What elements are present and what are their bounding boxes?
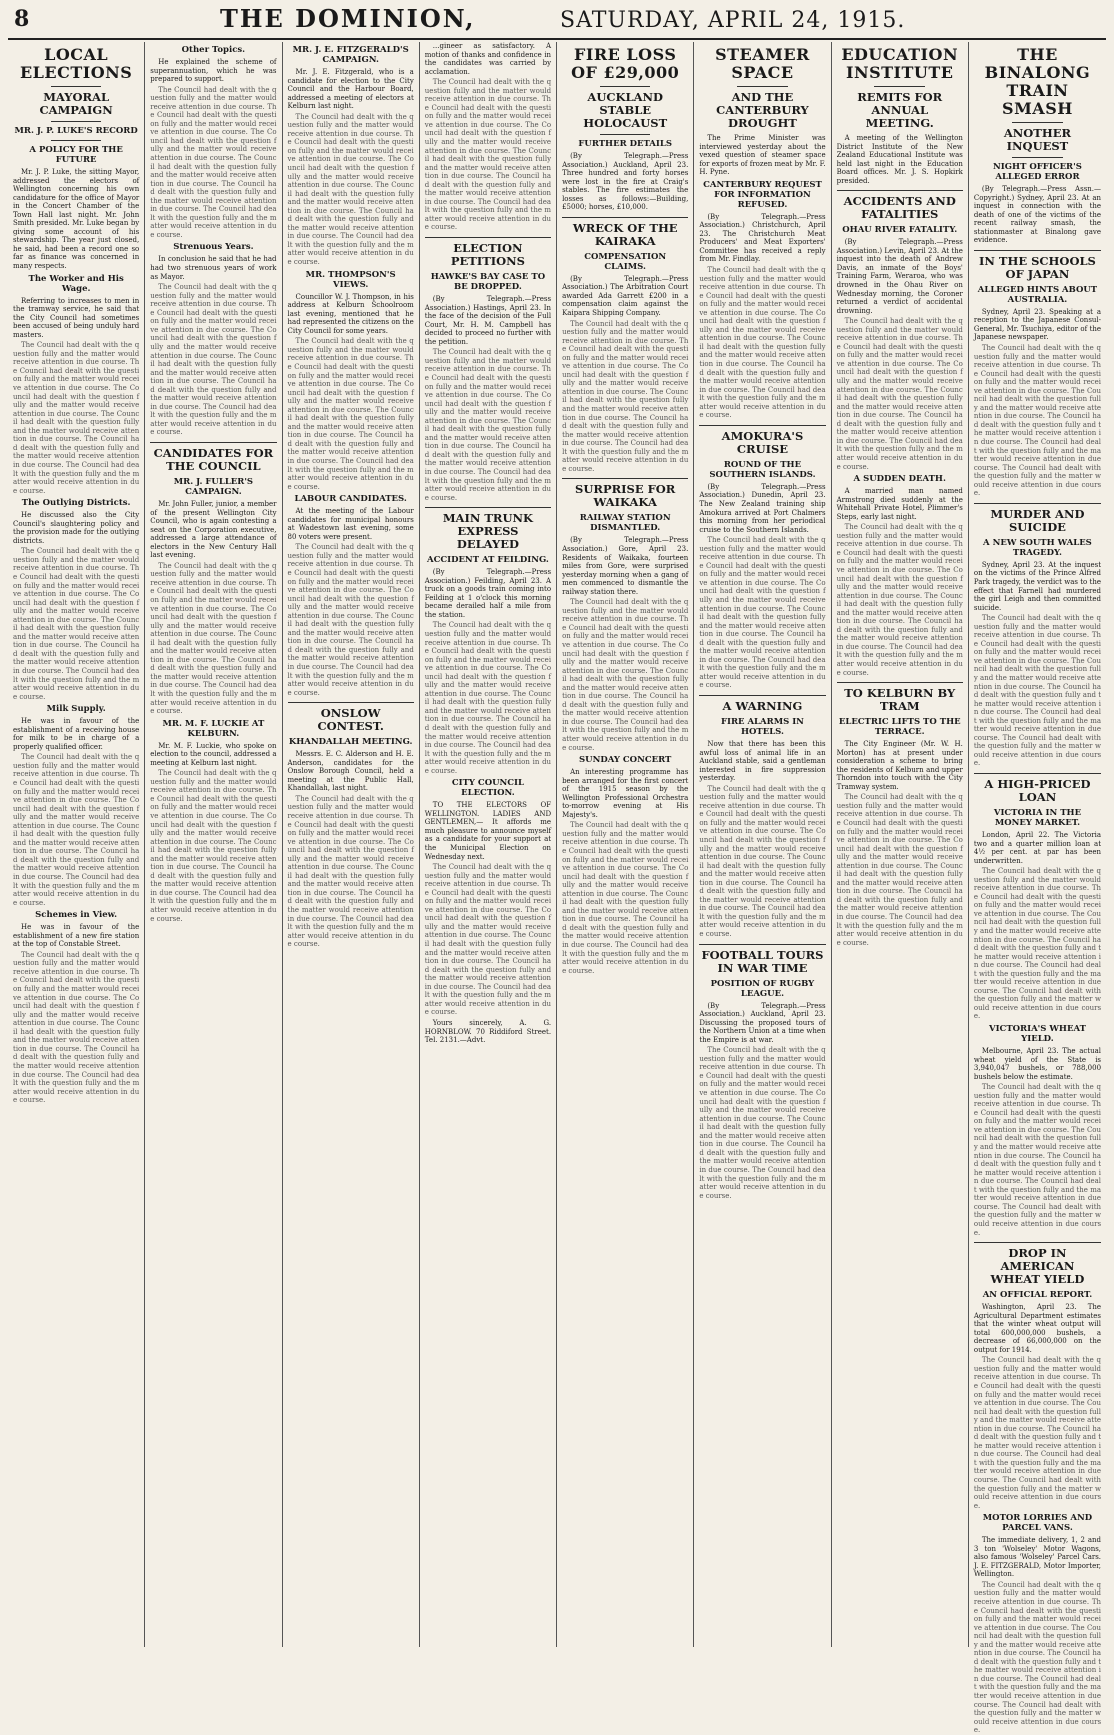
section-subhead: ALLEGED HINTS ABOUT AUSTRALIA.	[977, 284, 1098, 305]
article-headline: LOCAL ELECTIONS	[19, 45, 133, 82]
section-text: (By Telegraph.—Press Association.) The Arbitration Court awarded Ada Garrett £200 in a compensation claim against the Kaipara Shipping Company.	[562, 274, 689, 318]
divider	[51, 86, 102, 87]
section-text: The immediate delivery, 1, 2 and 3 ton 'Wolseley' Motor Wagons, also famous 'Wolseley' Parcel Cars. J. E. FITZGERALD, Motor Importer, Wellington.	[973, 1536, 1102, 1579]
article-text: (By Telegraph.—Press Association.) Auckland, April 23. Three hundred and forty horses were lost in the fire at Craig's stables. The fire estimates the losses as follows:—Building, £5000; horses, £10,000.	[562, 152, 689, 212]
column-6	[694, 42, 831, 1647]
article-headline: EDUCATION INSTITUTE	[841, 45, 959, 82]
section-rule	[562, 217, 688, 218]
column-3	[283, 42, 420, 1647]
masthead	[0, 0, 1114, 40]
section-subhead: MR. THOMPSON'S VIEWS.	[305, 269, 396, 290]
body-copy-placeholder: The Council had dealt with the question fully and the matter would receive attention in due course. The Council had dealt with the question fully and the matter would receive attention in due course. The Council had dealt with the question fully and the matter would receive attention in due course. The Council had dealt with the question fully and the matter would receive attention in due course. The Council had dealt with the question fully and the matter would receive attention in due course. The Council had dealt with the question fully and the matter would receive attention in due course.	[424, 348, 552, 502]
section-rule	[699, 425, 825, 426]
section-text: Councillor W. J. Thompson, in his address at Kelburn Schoolroom last evening, mentioned that he had represented the citizens on the City Council for some years.	[287, 292, 414, 335]
body-copy-placeholder: The Council had dealt with the question fully and the matter would receive attention in due course. The Council had dealt with the question fully and the matter would receive attention in due course. The Council had dealt with the question fully and the matter would receive attention in due course. The Council had dealt with the question fully and the matter would receive attention in due course. The Council had dealt with the question fully and the matter would receive attention in due course. The Council had dealt with the question fully and the matter would receive attention in due course.	[150, 561, 277, 716]
section-text: He was in favour of the establishment of a new fire station at the top of Constable Street.	[13, 923, 140, 949]
body-copy-placeholder: The Council had dealt with the question fully and the matter would receive attention in due course. The Council had dealt with the question fully and the matter would receive attention in due course. The Council had dealt with the question fully and the matter would receive attention in due course. The Council had dealt with the question fully and the matter would receive attention in due course. The Council had dealt with the question fully and the matter would receive attention in due course. The Council had dealt with the question fully and the matter would receive attention in due course.	[287, 112, 414, 267]
section-rule	[425, 507, 551, 508]
section-text: Mr. M. F. Luckie, who spoke on election to the council, addressed a meeting at Kelburn last night.	[150, 741, 277, 767]
section-text: Messrs. E. C. Alderson and H. E. Anderson, candidates for the Onslow Borough Council, held a meeting at the Public Hall, Khandallah, last night.	[287, 750, 414, 793]
body-copy-placeholder: The Council had dealt with the question fully and the matter would receive attention in due course. The Council had dealt with the question fully and the matter would receive attention in due course. The Council had dealt with the question fully and the matter would receive attention in due course. The Council had dealt with the question fully and the matter would receive attention in due course. The Council had dealt with the question fully and the matter would receive attention in due course. The Council had dealt with the question fully and the matter would receive attention in due course.	[562, 598, 689, 752]
body-copy-placeholder: The Council had dealt with the question fully and the matter would receive attention in due course. The Council had dealt with the question fully and the matter would receive attention in due course. The Council had dealt with the question fully and the matter would receive attention in due course. The Council had dealt with the question fully and the matter would receive attention in due course. The Council had dealt with the question fully and the matter would receive attention in due course. The Council had dealt with the question fully and the matter would receive attention in due course.	[424, 621, 552, 775]
section-rule	[699, 695, 825, 696]
section-subhead: LABOUR CANDIDATES.	[294, 494, 407, 505]
section-subhead: MOTOR LORRIES AND PARCEL VANS.	[982, 1513, 1093, 1534]
section-subhead: MR. J. E. FITZGERALD'S CAMPAIGN.	[292, 45, 409, 65]
section-rule	[425, 237, 551, 238]
section-text: Mr. J. E. Fitzgerald, who is a candidate for election to the City Council and the Harbour Board, addressed a meeting of electors at Kelburn last night.	[287, 68, 414, 111]
section-subhead: CITY COUNCIL ELECTION.	[451, 778, 525, 799]
section-text: (By Telegraph.—Press Association.) Hastings, April 23. In the face of the decision of the Full Court, Mr. H. M. Campbell has decided to proceed no further with the petition.	[424, 295, 552, 346]
section-text: Sydney, April 23. Speaking at a reception to the Japanese Consul-General, Mr. Tsuchiya, editor of the Japanese newspaper.	[973, 307, 1102, 342]
body-copy-placeholder: The Council had dealt with the question fully and the matter would receive attention in due course. The Council had dealt with the question fully and the matter would receive attention in due course. The Council had dealt with the question fully and the matter would receive attention in due course. The Council had dealt with the question fully and the matter would receive attention in due course. The Council had dealt with the question fully and the matter would receive attention in due course. The Council had dealt with the question fully and the matter would receive attention in due course.	[150, 85, 277, 239]
section-text: He explained the scheme of superannuation, which he was prepared to support.	[150, 58, 277, 84]
section-subhead: VICTORIA IN THE MONEY MARKET.	[993, 807, 1082, 828]
section-subhead: A SUDDEN DEATH.	[853, 474, 946, 485]
body-copy-placeholder: The Council had dealt with the question fully and the matter would receive attention in due course. The Council had dealt with the question fully and the matter would receive attention in due course. The Council had dealt with the question fully and the matter would receive attention in due course. The Council had dealt with the question fully and the matter would receive attention in due course. The Council had dealt with the question fully and the matter would receive attention in due course. The Council had dealt with the question fully and the matter would receive attention in due course.	[150, 769, 277, 923]
section-text: (By Telegraph.—Press Association.) Feilding, April 23. A truck on a goods train coming into Feilding at 1 o'clock this morning became derailed half a mile from the station.	[424, 568, 552, 619]
section-rule	[562, 478, 688, 479]
section-text: (By Telegraph.—Press Association.) Gore, April 23. Residents of Waikaka, fourteen miles from Gore, were surprised yesterday morning when a gang of men commenced to dismantle the railway station there.	[562, 536, 689, 596]
article-subhead: REMITS FOR ANNUAL MEETING.	[857, 90, 943, 130]
section-text: Referring to increases to men in the tramway service, he said that the City Council had sometimes been accused of being unduly hard masters.	[13, 296, 140, 339]
section-subhead: The Worker and His Wage.	[28, 273, 124, 294]
section-text: An interesting programme has been arranged for the first concert of the 1915 season by the Wellington Professional Orchestra to-morrow evening at His Majesty's.	[562, 768, 689, 819]
body-copy-placeholder: The Council had dealt with the question fully and the matter would receive attention in due course. The Council had dealt with the question fully and the matter would receive attention in due course. The Council had dealt with the question fully and the matter would receive attention in due course. The Council had dealt with the question fully and the matter would receive attention in due course. The Council had dealt with the question fully and the matter would receive attention in due course. The Council had dealt with the question fully and the matter would receive attention in due course.	[973, 1356, 1102, 1510]
body-copy-placeholder: The Council had dealt with the question fully and the matter would receive attention in due course. The Council had dealt with the question fully and the matter would receive attention in due course. The Council had dealt with the question fully and the matter would receive attention in due course. The Council had dealt with the question fully and the matter would receive attention in due course. The Council had dealt with the question fully and the matter would receive attention in due course. The Council had dealt with the question fully and the matter would receive attention in due course.	[287, 543, 414, 697]
section-headline: AMOKURA'S CRUISE	[721, 428, 804, 456]
section-rule	[974, 503, 1101, 504]
article-subhead: MR. J. P. LUKE'S RECORD	[14, 126, 138, 136]
section-rule	[837, 190, 963, 191]
article-text: (By Telegraph.—Press Assn.—Copyright.) Sydney, April 23. At an inquest in connection with the death of one of the victims of the recent railway smash, the stationmaster at Binalong gave evidence.	[973, 185, 1102, 245]
column-4	[420, 42, 557, 1647]
section-rule	[974, 250, 1101, 251]
section-headline: WRECK OF THE KAIRAKA	[572, 220, 678, 248]
section-subhead: ACCIDENT AT FEILDING.	[426, 555, 549, 566]
body-copy-placeholder: The Council had dealt with the question fully and the matter would receive attention in due course. The Council had dealt with the question fully and the matter would receive attention in due course. The Council had dealt with the question fully and the matter would receive attention in due course. The Council had dealt with the question fully and the matter would receive attention in due course. The Council had dealt with the question fully and the matter would receive attention in due course. The Council had dealt with the question fully and the matter would receive attention in due course.	[699, 1046, 826, 1200]
section-subhead: A NEW SOUTH WALES TRAGEDY.	[983, 537, 1092, 558]
section-headline: IN THE SCHOOLS OF JAPAN	[979, 253, 1096, 281]
section-subhead: CANTERBURY REQUEST FOR INFORMATION REFUSED.	[703, 179, 822, 210]
section-headline: A WARNING	[722, 698, 803, 713]
divider	[737, 86, 788, 87]
body-copy-placeholder: The Council had dealt with the question fully and the matter would receive attention in due course. The Council had dealt with the question fully and the matter would receive attention in due course. The Council had dealt with the question fully and the matter would receive attention in due course. The Council had dealt with the question fully and the matter would receive attention in due course. The Council had dealt with the question fully and the matter would receive attention in due course. The Council had dealt with the question fully and the matter would receive attention in due course.	[836, 317, 963, 471]
article-headline: STEAMER SPACE	[715, 45, 810, 82]
section-text: At the meeting of the Labour candidates for municipal honours at Wadestown last evening, some 80 voters were present.	[287, 507, 414, 541]
section-text: London, April 22. The Victoria two and a quarter million loan at 4½ per cent. at par has been underwritten.	[973, 830, 1102, 865]
advertisement-signature: Yours sincerely, A. G. HORNBLOW. 70 Riddiford Street. Tel. 2131.—Advt.	[424, 1018, 552, 1045]
divider	[600, 134, 651, 135]
section-text: (By Telegraph.—Press Association.) Levin, April 23. At the inquest into the death of Andrew Davis, an inmate of the Boys' Training Farm, Weraroa, who was drowned in the Ohau River on Wednesday morning, the Coroner returned a verdict of accidental drowning.	[836, 238, 963, 315]
section-text: ...gineer as satisfactory. A motion of thanks and confidence in the candidates was carried by acclamation.	[424, 42, 552, 76]
newspaper-title: THE DOMINION,	[220, 4, 476, 33]
article-subhead: AND THE CANTERBURY DROUGHT	[716, 90, 809, 130]
body-copy-placeholder: The Council had dealt with the question fully and the matter would receive attention in due course. The Council had dealt with the question fully and the matter would receive attention in due course. The Council had dealt with the question fully and the matter would receive attention in due course. The Council had dealt with the question fully and the matter would receive attention in due course. The Council had dealt with the question fully and the matter would receive attention in due course. The Council had dealt with the question fully and the matter would receive attention in due course.	[973, 1580, 1102, 1735]
section-subhead: The Outlying Districts.	[21, 498, 131, 509]
section-text: A married man named Armstrong died suddenly at the Whitehall Private Hotel, Plimmer's Steps, early last night.	[836, 487, 963, 521]
body-copy-placeholder: The Council had dealt with the question fully and the matter would receive attention in due course. The Council had dealt with the question fully and the matter would receive attention in due course. The Council had dealt with the question fully and the matter would receive attention in due course. The Council had dealt with the question fully and the matter would receive attention in due course. The Council had dealt with the question fully and the matter would receive attention in due course. The Council had dealt with the question fully and the matter would receive attention in due course.	[13, 950, 140, 1105]
article-subhead: A POLICY FOR THE FUTURE	[29, 145, 123, 165]
article-subhead: MAYORAL CAMPAIGN	[39, 90, 113, 117]
section-subhead: Milk Supply.	[46, 704, 106, 715]
section-subhead: AN OFFICIAL REPORT.	[982, 1290, 1093, 1301]
article-text: The Prime Minister was interviewed yesterday about the vexed question of steamer space for exports of frozen meat by Mr. F. H. Pyne.	[699, 134, 826, 177]
section-headline: TO KELBURN BY TRAM	[844, 686, 956, 714]
column-8	[969, 42, 1106, 1735]
masthead-rule	[8, 38, 1106, 40]
article-subhead: NIGHT OFFICER'S ALLEGED ERROR	[993, 162, 1082, 182]
section-rule	[974, 1242, 1101, 1243]
column-5	[557, 42, 694, 1647]
section-subhead: OHAU RIVER FATALITY.	[842, 225, 958, 236]
section-headline: ONSLOW CONTEST.	[317, 706, 384, 734]
article-subhead: AUCKLAND STABLE HOLOCAUST	[583, 90, 668, 130]
section-headline: DROP IN AMERICAN WHEAT YIELD	[990, 1246, 1085, 1287]
body-copy-placeholder: The Council had dealt with the question fully and the matter would receive attention in due course. The Council had dealt with the question fully and the matter would receive attention in due course. The Council had dealt with the question fully and the matter would receive attention in due course. The Council had dealt with the question fully and the matter would receive attention in due course. The Council had dealt with the question fully and the matter would receive attention in due course. The Council had dealt with the question fully and the matter would receive attention in due course.	[562, 821, 689, 975]
section-text: (By Telegraph.—Press Association.) Dunedin, April 23. The New Zealand training ship Amokura arrived at Port Chalmers this morning from her periodical cruise to the Southern Islands.	[699, 482, 826, 534]
section-subhead: FIRE ALARMS IN HOTELS.	[720, 716, 804, 737]
divider	[600, 86, 651, 87]
body-copy-placeholder: The Council had dealt with the question fully and the matter would receive attention in due course. The Council had dealt with the question fully and the matter would receive attention in due course. The Council had dealt with the question fully and the matter would receive attention in due course. The Council had dealt with the question fully and the matter would receive attention in due course. The Council had dealt with the question fully and the matter would receive attention in due course. The Council had dealt with the question fully and the matter would receive attention in due course.	[13, 547, 140, 701]
column-2	[145, 42, 282, 1647]
section-headline: A HIGH-PRICED LOAN	[984, 776, 1091, 804]
section-rule	[837, 682, 963, 683]
divider	[51, 140, 102, 141]
section-subhead: Other Topics.	[181, 45, 246, 55]
body-copy-placeholder: The Council had dealt with the question fully and the matter would receive attention in due course. The Council had dealt with the question fully and the matter would receive attention in due course. The Council had dealt with the question fully and the matter would receive attention in due course. The Council had dealt with the question fully and the matter would receive attention in due course. The Council had dealt with the question fully and the matter would receive attention in due course. The Council had dealt with the question fully and the matter would receive attention in due course.	[424, 863, 552, 1017]
section-text: The City Engineer (Mr. W. H. Morton) has at present under consideration a scheme to bring the residents of Kelburn and upper Thorndon into touch with the City Tramway system.	[836, 740, 963, 791]
divider	[51, 121, 102, 122]
body-copy-placeholder: The Council had dealt with the question fully and the matter would receive attention in due course. The Council had dealt with the question fully and the matter would receive attention in due course. The Council had dealt with the question fully and the matter would receive attention in due course. The Council had dealt with the question fully and the matter would receive attention in due course. The Council had dealt with the question fully and the matter would receive attention in due course. The Council had dealt with the question fully and the matter would receive attention in due course.	[973, 344, 1102, 498]
section-text: (By Telegraph.—Press Association.) Auckland, April 23. Discussing the proposed tours of the Northern Union at a time when the Empire is at war.	[699, 1001, 826, 1044]
body-copy-placeholder: The Council had dealt with the question fully and the matter would receive attention in due course. The Council had dealt with the question fully and the matter would receive attention in due course. The Council had dealt with the question fully and the matter would receive attention in due course. The Council had dealt with the question fully and the matter would receive attention in due course. The Council had dealt with the question fully and the matter would receive attention in due course. The Council had dealt with the question fully and the matter would receive attention in due course.	[699, 266, 826, 420]
section-subhead: SUNDAY CONCERT	[579, 755, 672, 766]
section-subhead: VICTORIA'S WHEAT YIELD.	[988, 1024, 1086, 1045]
section-headline: MAIN TRUNK EXPRESS DELAYED	[442, 511, 534, 552]
section-headline: MURDER AND SUICIDE	[990, 506, 1085, 534]
divider	[1012, 122, 1063, 123]
section-subhead: KHANDALLAH MEETING.	[288, 737, 413, 748]
body-copy-placeholder: The Council had dealt with the question fully and the matter would receive attention in due course. The Council had dealt with the question fully and the matter would receive attention in due course. The Council had dealt with the question fully and the matter would receive attention in due course. The Council had dealt with the question fully and the matter would receive attention in due course. The Council had dealt with the question fully and the matter would receive attention in due course. The Council had dealt with the question fully and the matter would receive attention in due course.	[287, 794, 414, 949]
section-headline: ELECTION PETITIONS	[450, 241, 525, 269]
section-headline: SURPRISE FOR WAIKAKA	[575, 482, 676, 510]
section-text: TO THE ELECTORS OF WELLINGTON. LADIES AND GENTLEMEN,— It affords me much pleasure to announce myself as a candidate for your support at the Municipal Election on Wednesday next.	[424, 801, 552, 861]
body-copy-placeholder: The Council had dealt with the question fully and the matter would receive attention in due course. The Council had dealt with the question fully and the matter would receive attention in due course. The Council had dealt with the question fully and the matter would receive attention in due course. The Council had dealt with the question fully and the matter would receive attention in due course. The Council had dealt with the question fully and the matter would receive attention in due course. The Council had dealt with the question fully and the matter would receive attention in due course.	[13, 341, 140, 495]
section-text: Mr. John Fuller, junior, a member of the present Wellington City Council, who is again contesting a seat on the Corporation executive, addressed a large attendance of electors in the New Century Hall last evening.	[150, 499, 277, 560]
section-subhead: POSITION OF RUGBY LEAGUE.	[710, 978, 815, 999]
section-headline: ACCIDENTS AND FATALITIES	[843, 194, 956, 222]
section-rule	[288, 702, 414, 703]
section-text: (By Telegraph.—Press Association.) Christchurch, April 23. The Christchurch Meat Producers' and Meat Exporters' Committee has received a reply from Mr. Findlay.	[699, 212, 826, 264]
body-copy-placeholder: The Council had dealt with the question fully and the matter would receive attention in due course. The Council had dealt with the question fully and the matter would receive attention in due course. The Council had dealt with the question fully and the matter would receive attention in due course. The Council had dealt with the question fully and the matter would receive attention in due course. The Council had dealt with the question fully and the matter would receive attention in due course. The Council had dealt with the question fully and the matter would receive attention in due course.	[973, 614, 1102, 768]
section-subhead: Strenuous Years.	[173, 242, 254, 253]
section-text: He was in favour of the establishment of a receiving house for milk to be in charge of a properly qualified officer.	[13, 717, 140, 751]
column-7	[832, 42, 969, 1647]
section-headline: FOOTBALL TOURS IN WAR TIME	[701, 947, 824, 975]
section-subhead: RAILWAY STATION DISMANTLED.	[579, 513, 671, 534]
body-copy-placeholder: The Council had dealt with the question fully and the matter would receive attention in due course. The Council had dealt with the question fully and the matter would receive attention in due course. The Council had dealt with the question fully and the matter would receive attention in due course. The Council had dealt with the question fully and the matter would receive attention in due course. The Council had dealt with the question fully and the matter would receive attention in due course. The Council had dealt with the question fully and the matter would receive attention in due course.	[836, 523, 963, 677]
divider	[874, 86, 925, 87]
column-1	[8, 42, 145, 1647]
section-rule	[699, 944, 825, 945]
body-copy-placeholder: The Council had dealt with the question fully and the matter would receive attention in due course. The Council had dealt with the question fully and the matter would receive attention in due course. The Council had dealt with the question fully and the matter would receive attention in due course. The Council had dealt with the question fully and the matter would receive attention in due course. The Council had dealt with the question fully and the matter would receive attention in due course. The Council had dealt with the question fully and the matter would receive attention in due course.	[287, 337, 414, 491]
section-subhead: MR. M. F. LUCKIE AT KELBURN.	[162, 718, 265, 739]
article-subhead: ANOTHER INQUEST	[1003, 126, 1072, 153]
section-subhead: COMPENSATION CLAIMS.	[584, 251, 667, 272]
section-text: In conclusion he said that he had had two strenuous years of work as Mayor.	[150, 255, 277, 281]
section-text: Melbourne, April 23. The actual wheat yield of the State is 3,940,047 bushels, or 788,000 bushels below the estimate.	[973, 1047, 1102, 1081]
section-text: Sydney, April 23. At the inquest on the victims of the Prince Alfred Park tragedy, the verdict was to the effect that Farnell had murdered the girl Leigh and then committed suicide.	[973, 560, 1102, 612]
section-subhead: HAWKE'S BAY CASE TO BE DROPPED.	[430, 272, 546, 293]
section-subhead: ROUND OF THE SOUTHERN ISLANDS.	[709, 459, 816, 480]
section-subhead: Schemes in View.	[35, 910, 118, 921]
section-text: Washington, April 23. The Agricultural Department estimates that the winter wheat output will total 600,000,000 bushels, a decrease of 66,000,000 on the output for 1914.	[973, 1303, 1102, 1354]
section-text: He discussed also the City Council's slaughtering policy and the provision made for the outlying districts.	[13, 511, 140, 545]
section-headline: CANDIDATES FOR THE COUNCIL	[153, 445, 274, 473]
article-text: A meeting of the Wellington District Institute of the New Zealand Educational Institute was held last night in the Education Board offices. Mr. J. S. Hopkirk presided.	[836, 134, 963, 185]
divider	[1012, 157, 1063, 158]
issue-date: SATURDAY, APRIL 24, 1915.	[560, 8, 906, 33]
body-copy-placeholder: The Council had dealt with the question fully and the matter would receive attention in due course. The Council had dealt with the question fully and the matter would receive attention in due course. The Council had dealt with the question fully and the matter would receive attention in due course. The Council had dealt with the question fully and the matter would receive attention in due course. The Council had dealt with the question fully and the matter would receive attention in due course. The Council had dealt with the question fully and the matter would receive attention in due course.	[699, 784, 826, 939]
section-subhead: ELECTRIC LIFTS TO THE TERRACE.	[838, 717, 961, 738]
body-copy-placeholder: The Council had dealt with the question fully and the matter would receive attention in due course. The Council had dealt with the question fully and the matter would receive attention in due course. The Council had dealt with the question fully and the matter would receive attention in due course. The Council had dealt with the question fully and the matter would receive attention in due course. The Council had dealt with the question fully and the matter would receive attention in due course. The Council had dealt with the question fully and the matter would receive attention in due course.	[699, 536, 826, 690]
body-copy-placeholder: The Council had dealt with the question fully and the matter would receive attention in due course. The Council had dealt with the question fully and the matter would receive attention in due course. The Council had dealt with the question fully and the matter would receive attention in due course. The Council had dealt with the question fully and the matter would receive attention in due course. The Council had dealt with the question fully and the matter would receive attention in due course. The Council had dealt with the question fully and the matter would receive attention in due course.	[150, 283, 277, 437]
page-number: 8	[14, 6, 30, 32]
section-rule	[150, 442, 276, 443]
body-copy-placeholder: The Council had dealt with the question fully and the matter would receive attention in due course. The Council had dealt with the question fully and the matter would receive attention in due course. The Council had dealt with the question fully and the matter would receive attention in due course. The Council had dealt with the question fully and the matter would receive attention in due course. The Council had dealt with the question fully and the matter would receive attention in due course. The Council had dealt with the question fully and the matter would receive attention in due course.	[13, 753, 140, 907]
article-headline: THE BINALONG TRAIN SMASH	[984, 45, 1091, 118]
body-copy-placeholder: The Council had dealt with the question fully and the matter would receive attention in due course. The Council had dealt with the question fully and the matter would receive attention in due course. The Council had dealt with the question fully and the matter would receive attention in due course. The Council had dealt with the question fully and the matter would receive attention in due course. The Council had dealt with the question fully and the matter would receive attention in due course. The Council had dealt with the question fully and the matter would receive attention in due course.	[973, 867, 1102, 1021]
section-rule	[974, 773, 1101, 774]
article-headline: FIRE LOSS OF £29,000	[571, 45, 680, 82]
article-subhead: FURTHER DETAILS	[578, 139, 672, 149]
body-copy-placeholder: The Council had dealt with the question fully and the matter would receive attention in due course. The Council had dealt with the question fully and the matter would receive attention in due course. The Council had dealt with the question fully and the matter would receive attention in due course. The Council had dealt with the question fully and the matter would receive attention in due course. The Council had dealt with the question fully and the matter would receive attention in due course. The Council had dealt with the question fully and the matter would receive attention in due course.	[973, 1083, 1102, 1237]
body-copy-placeholder: The Council had dealt with the question fully and the matter would receive attention in due course. The Council had dealt with the question fully and the matter would receive attention in due course. The Council had dealt with the question fully and the matter would receive attention in due course. The Council had dealt with the question fully and the matter would receive attention in due course. The Council had dealt with the question fully and the matter would receive attention in due course. The Council had dealt with the question fully and the matter would receive attention in due course.	[836, 793, 963, 947]
body-copy-placeholder: The Council had dealt with the question fully and the matter would receive attention in due course. The Council had dealt with the question fully and the matter would receive attention in due course. The Council had dealt with the question fully and the matter would receive attention in due course. The Council had dealt with the question fully and the matter would receive attention in due course. The Council had dealt with the question fully and the matter would receive attention in due course. The Council had dealt with the question fully and the matter would receive attention in due course.	[562, 319, 689, 473]
section-text: Now that there has been this awful loss of animal life in an Auckland stable, said a gentleman interested in fire suppression yesterday.	[699, 739, 826, 783]
columns-container	[8, 42, 1106, 1735]
article-text: Mr. J. P. Luke, the sitting Mayor, addressed the electors of Wellington concerning his own candidature for the office of Mayor in the Concert Chamber of the Town Hall last night. Mr. John Smith presided. Mr. Luke began by giving some account of his stewardship. The year just closed, he said, had been a record one so far as finance was concerned in many respects.	[13, 168, 140, 271]
section-subhead: MR. J. FULLER'S CAMPAIGN.	[173, 476, 254, 497]
body-copy-placeholder: The Council had dealt with the question fully and the matter would receive attention in due course. The Council had dealt with the question fully and the matter would receive attention in due course. The Council had dealt with the question fully and the matter would receive attention in due course. The Council had dealt with the question fully and the matter would receive attention in due course. The Council had dealt with the question fully and the matter would receive attention in due course. The Council had dealt with the question fully and the matter would receive attention in due course.	[424, 78, 552, 232]
